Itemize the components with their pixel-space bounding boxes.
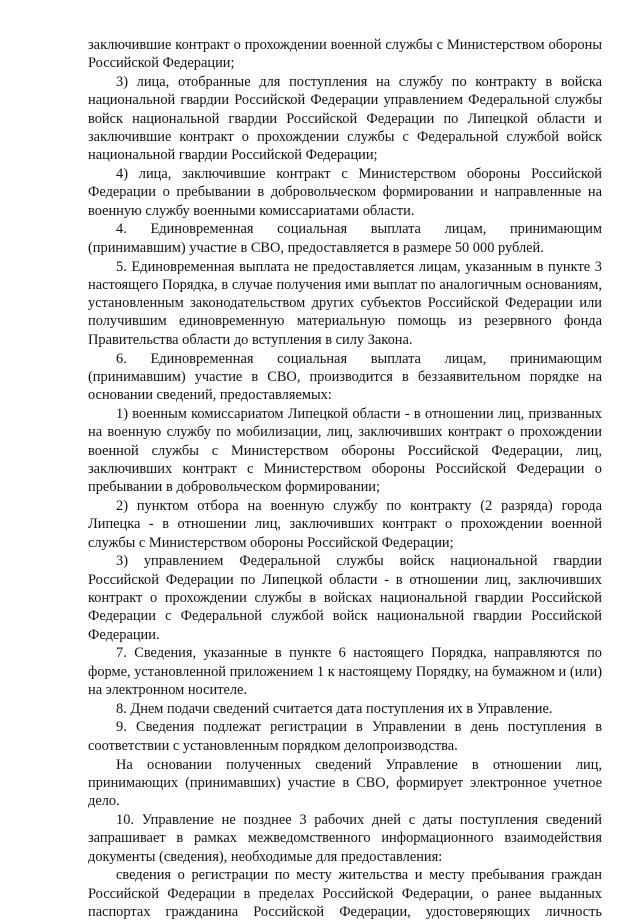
paragraph-item-4-volunteer: 4) лица, заключившие контракт с Министерством обороны Российской Федерации о пребывании в добровольческом формировании и направленные на военную службу военными комиссариатами области. [88,166,602,219]
document-page [88,36,602,922]
paragraph-clause-4: 4. Единовременная социальная выплата лицам, принимающим (принимавшим) участие в СВО, предоставляется в размере 50 000 рублей. [88,221,602,256]
paragraph-clause-7: 7. Сведения, указанные в пункте 6 настоящего Порядка, направляются по форме, установленной приложением 1 к настоящему Порядку, на бумажном и (или) на электронном носителе. [88,645,602,698]
paragraph-clause-5: 5. Единовременная выплата не предоставляется лицам, указанным в пункте 3 настоящего Порядка, в случае получения ими выплат по аналогичным основаниям, установленным законодательством других субъектов Российской Федерации или получившим единовременную материальную помощь из резервного фонда Правительства области до вступления в силу Закона. [88,258,602,348]
paragraph-clause-6: 6. Единовременная социальная выплата лицам, принимающим (принимавшим) участие в СВО, производится в беззаявительном порядке на основании сведений, предоставляемых: [88,350,602,404]
paragraph-continuation: заключившие контракт о прохождении военной службы с Министерством обороны Российской Федерации; [88,37,602,72]
paragraph-item-3-national-guard: 3) лица, отобранные для поступления на службу по контракту в войска национальной гвардии Российской Федерации управлением Федеральной службы войск национальной гвардии Российской Федерации по Липецкой области и заключившие контракт о прохождении службы с Федеральной службой войск национальной гвардии Российской Федерации; [88,74,602,164]
paragraph-clause-6-item-2: 2) пунктом отбора на военную службу по контракту (2 разряда) города Липецка - в отношении лиц, заключивших контракт о прохождении военной службы с Министерством обороны Российской Федерации; [88,497,602,551]
paragraph-clause-6-item-1: 1) военным комиссариатом Липецкой области - в отношении лиц, призванных на военную службу по мобилизации, лиц, заключивших контракт о прохождении военной службы с Министерством обороны Российской Федерации, лиц, заключивших контракт с Министерством обороны Российской Федерации о пребывании в добровольческом формировании; [88,405,602,496]
paragraph-clause-9: 9. Сведения подлежат регистрации в Управлении в день поступления в соответствии с установленным порядком делопроизводства. [88,719,602,754]
paragraph-clause-8: 8. Днем подачи сведений считается дата поступления их в Управление. [116,700,553,717]
paragraph-clause-10: 10. Управление не позднее 3 рабочих дней с даты поступления сведений запрашивает в рамках межведомственного информационного взаимодействия документы (сведения), необходимые для предоставления: [88,811,602,865]
paragraph-clause-6-item-3: 3) управлением Федеральной службы войск национальной гвардии Российской Федерации по Липецкой области - в отношении лиц, заключивших контракт о прохождении службы в войсках национальной гвардии Российской Федерации с Федеральной службой войск национальной гвардии Российской Федерации. [88,553,602,643]
paragraph-clause-9-note: На основании полученных сведений Управление в отношении лиц, принимающих (принимавших) участие в СВО, формирует электронное учетное дело. [88,756,602,810]
paragraph-clause-10-item: сведения о регистрации по месту жительства и месту пребывания граждан Российской Федерации в пределах Российской Федерации, о ранее выданных паспортах гражданина Российской Федерации, удостоверяющих личность [88,867,602,920]
